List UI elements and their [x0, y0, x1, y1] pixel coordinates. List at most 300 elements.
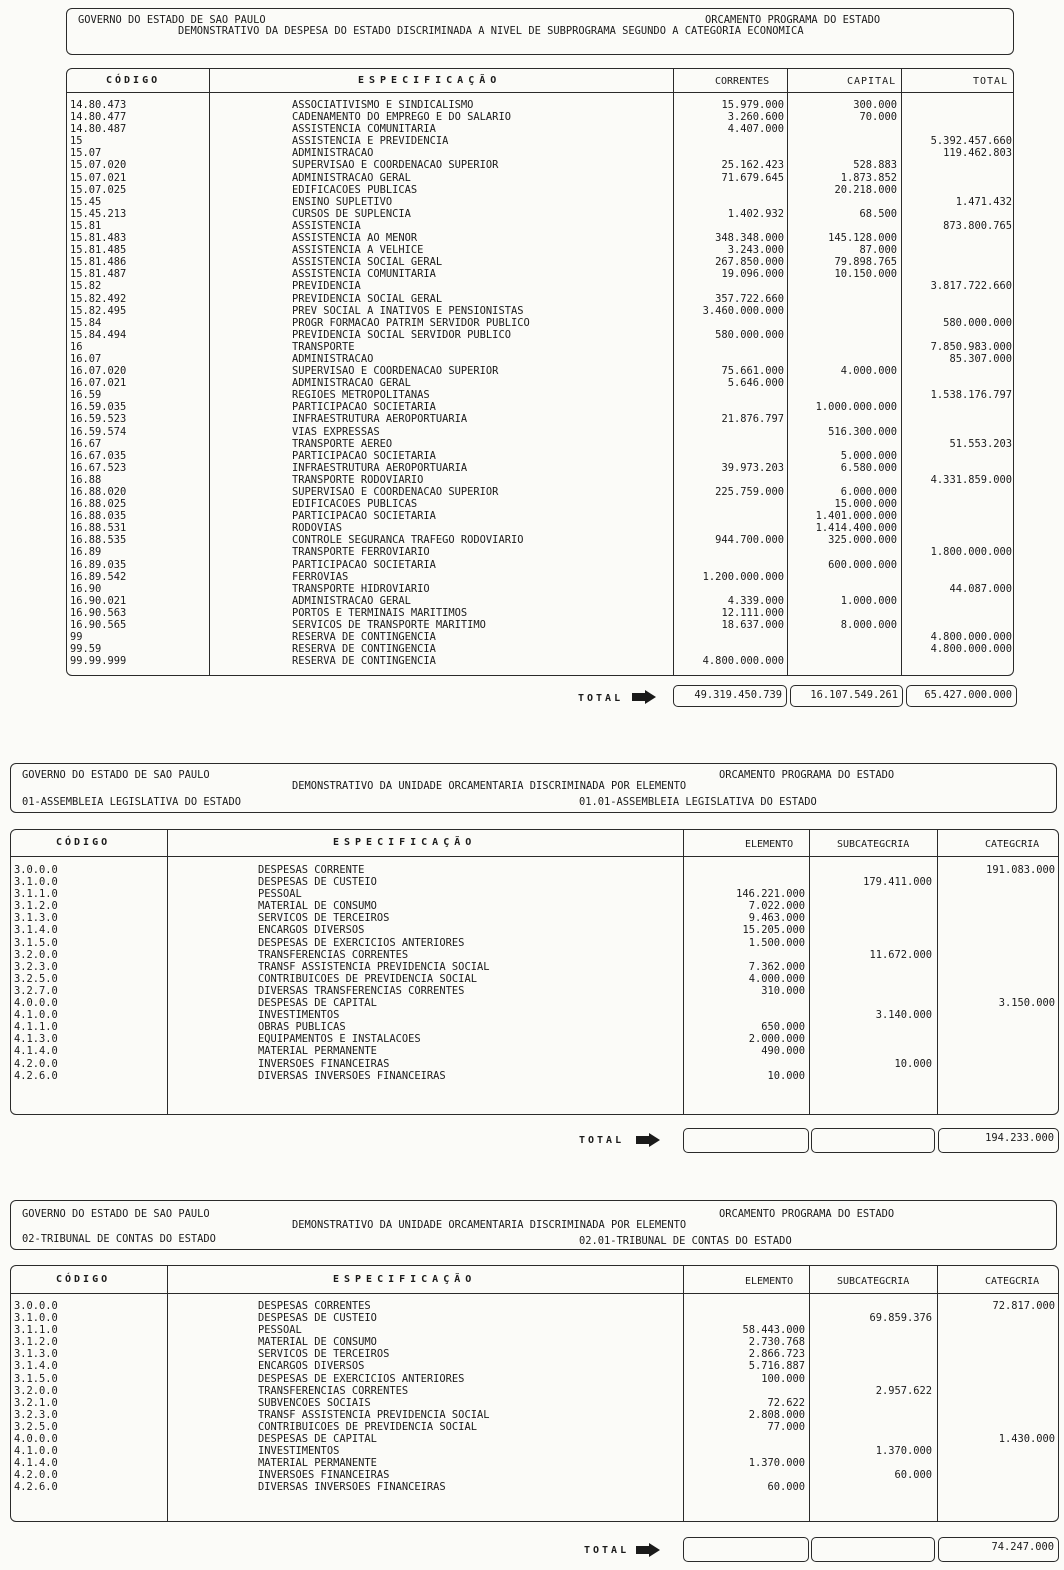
section1-total-value-row: 3.817.722.660: [930, 280, 1012, 293]
section2-elemento-value-row: [686, 997, 805, 1009]
section3-subcategoria-value-row: [812, 1348, 932, 1360]
section1-capital-value-row: [790, 220, 897, 232]
section3-subcategoria-value-row: 69.859.376: [869, 1312, 932, 1325]
section1-code-row: 14.80.473: [70, 99, 127, 111]
section1-correntes-value-row: [676, 401, 784, 413]
section1-code-row: 16.59.035: [70, 401, 127, 414]
section1-code-row: 16.88.025: [70, 498, 127, 511]
section1-capital-value-row: [790, 329, 897, 341]
section3-code-row: 3.1.0.0: [14, 1312, 58, 1325]
section1-capital-value-row: 4.000.000: [840, 365, 897, 378]
section1-capital-value-row: 600.000.000: [828, 558, 897, 571]
section1-spec-row: ASSISTENCIA: [292, 219, 361, 232]
section1-spec-row: SERVICOS DE TRANSPORTE MARITIMO: [292, 619, 486, 632]
section3-spec-row: SUBVENCOES SOCIAIS: [258, 1396, 371, 1409]
section2-categoria-value-row: 191.083.000: [986, 864, 1055, 876]
section2-elemento-value-row: 7.362.000: [748, 960, 805, 973]
section1-total-value-row: 1.538.176.797: [930, 389, 1012, 402]
section1-code-row: 16.89.035: [70, 558, 127, 571]
section2-subcategoria-values: [812, 864, 932, 1082]
section1-correntes-value-row: 18.637.000: [721, 619, 784, 632]
section2-subcategoria-value-row: [812, 912, 932, 924]
section2-elemento-value-row: [686, 1009, 805, 1021]
section2-categoria-value-row: [940, 1009, 1055, 1021]
section1-correntes-value-row: [676, 426, 784, 438]
section2-subcategoria-value-row: 10.000: [894, 1057, 932, 1070]
section1-total-value-row: [904, 208, 1012, 220]
section2-spec-row: EQUIPAMENTOS E INSTALACOES: [258, 1033, 421, 1046]
section1-spec-row: ASSISTENCIA AO MENOR: [292, 232, 418, 245]
section2-spec-row: MATERIAL DE CONSUMO: [258, 900, 377, 913]
section1-spec-row: RODOVIAS: [292, 522, 343, 535]
section1-spec-row: RESERVA DE CONTINGENCIA: [292, 631, 436, 644]
section1-capital-value-row: [790, 631, 897, 643]
section3-subcategoria-value-row: [812, 1457, 932, 1469]
section3-spec-row: TRANSFERENCIAS CORRENTES: [258, 1384, 409, 1397]
section1-correntes-value-row: 4.407.000: [727, 123, 784, 136]
section1-correntes-value-row: [676, 510, 784, 522]
section1-code-row: 15.07.025: [70, 183, 127, 196]
section3-header-left: GOVERNO DO ESTADO DE SAO PAULO: [22, 1208, 210, 1220]
section3-subcategoria-value-row: [812, 1481, 932, 1493]
section2-code-row: 3.1.5.0: [14, 936, 58, 949]
section2-spec-row: MATERIAL PERMANENTE: [258, 1045, 377, 1058]
section2-elemento-value-row: 10.000: [767, 1069, 805, 1082]
section1-spec-row: CURSOS DE SUPLENCIA: [292, 207, 411, 220]
section1-capital-value-row: 1.401.000.000: [815, 510, 897, 523]
section3-total-arrow-icon: [636, 1543, 660, 1557]
section1-capital-value-row: 1.000.000: [840, 594, 897, 607]
section3-categoria-value-row: [940, 1445, 1055, 1457]
section2-header-left: GOVERNO DO ESTADO DE SAO PAULO: [22, 769, 210, 781]
section1-correntes-value-row: 4.339.000: [727, 594, 784, 607]
section2-elemento-value-row: 15.205.000: [742, 924, 805, 937]
section1-spec-row: EDIFICACOES PUBLICAS: [292, 183, 418, 196]
section2-elemento-value-row: [686, 864, 805, 876]
section1-code-row: 16.90.563: [70, 606, 127, 619]
section2-subcategoria-value-row: 179.411.000: [863, 876, 932, 889]
section2-categoria-value-row: [940, 912, 1055, 924]
section3-subcategoria-value-row: 60.000: [894, 1469, 932, 1482]
section2-categoria-values: [940, 864, 1055, 1082]
section1-total-value-row: [904, 99, 1012, 111]
section2-elemento-value-row: 4.000.000: [748, 972, 805, 985]
section2-subcategoria-value-row: 3.140.000: [875, 1009, 932, 1022]
section3-spec-row: DESPESAS DE EXERCICIOS ANTERIORES: [258, 1372, 465, 1385]
section1-spec-row: ASSISTENCIA COMUNITARIA: [292, 123, 436, 136]
section3-elemento-value-row: 100.000: [761, 1372, 805, 1385]
section1-code-row: 99.59: [70, 643, 102, 656]
section1-capital-value-row: [790, 413, 897, 425]
section1-correntes-value-row: [676, 583, 784, 595]
section1-correntes-value-row: [676, 389, 784, 401]
section2-header-subtitle: DEMONSTRATIVO DA UNIDADE ORCAMENTARIA DISCRIMINADA POR ELEMENTO: [292, 780, 687, 792]
section3-header-subtitle: DEMONSTRATIVO DA UNIDADE ORCAMENTARIA DISCRIMINADA POR ELEMENTO: [292, 1219, 687, 1231]
section1-capital-value-row: [790, 280, 897, 292]
section1-total-value-row: 119.462.803: [943, 147, 1012, 160]
section2-specs: [258, 864, 678, 1082]
section1-code-row: 15.84.494: [70, 328, 127, 341]
section3-specs: [258, 1300, 678, 1494]
section2-categoria-value-row: [940, 1058, 1055, 1070]
section1-capital-value-row: 516.300.000: [828, 425, 897, 438]
section1-total-value-row: [904, 498, 1012, 510]
section1-code-row: 15.82.492: [70, 292, 127, 305]
section1-spec-row: ADMINISTRACAO: [292, 352, 374, 365]
section1-code-row: 15.81.486: [70, 256, 127, 269]
section1-code-row: 15.82: [70, 280, 102, 293]
section3-unit-right: 02.01-TRIBUNAL DE CONTAS DO ESTADO: [579, 1235, 792, 1247]
section1-spec-row: ADMINISTRACAO GERAL: [292, 594, 411, 607]
section1-spec-row: INFRAESTRUTURA AEROPORTUARIA: [292, 413, 468, 426]
section2-code-row: 3.1.2.0: [14, 900, 58, 913]
section2-col-subcategoria: SUBCATEGCRIA: [837, 839, 910, 850]
section1-capital-value-row: [790, 123, 897, 135]
section1-correntes-value-row: 25.162.423: [721, 159, 784, 172]
section1-capital-value-row: [790, 438, 897, 450]
section1-code-row: 16.88.535: [70, 534, 127, 547]
section2-spec-row: TRANSFERENCIAS CORRENTES: [258, 948, 409, 961]
section2-elemento-value-row: [686, 1058, 805, 1070]
section1-correntes-value-row: [676, 643, 784, 655]
section2-categoria-value-row: [940, 949, 1055, 961]
section1-codes: [70, 99, 206, 667]
section2-col-codigo: CÓDIGO: [56, 837, 111, 848]
section1-capital-value-row: 87.000: [859, 244, 897, 257]
section1-spec-row: ADMINISTRACAO: [292, 147, 374, 160]
section1-correntes-value-row: 267.850.000: [715, 256, 784, 269]
section3-col-especificacao: ESPECIFICAÇÃO: [333, 1274, 477, 1285]
section3-code-row: 4.2.6.0: [14, 1481, 58, 1494]
section3-categoria-value-row: [940, 1348, 1055, 1360]
section3-spec-row: INVESTIMENTOS: [258, 1445, 340, 1458]
section2-spec-row: ENCARGOS DIVERSOS: [258, 924, 365, 937]
section1-correntes-value-row: 357.722.660: [715, 292, 784, 305]
section1-col-total: TOTAL: [973, 76, 1009, 87]
section1-total-value-row: 5.392.457.660: [930, 135, 1012, 148]
section1-correntes-value-row: 944.700.000: [715, 534, 784, 547]
section3-elemento-value-row: [686, 1312, 805, 1324]
section1-capital-value-row: 325.000.000: [828, 534, 897, 547]
section3-elemento-value-row: 77.000: [767, 1420, 805, 1433]
section2-code-row: 3.1.3.0: [14, 912, 58, 925]
section1-spec-row: ADMINISTRACAO GERAL: [292, 377, 411, 390]
section2-categoria-value-row: [940, 1045, 1055, 1057]
section2-subcategoria-value-row: [812, 900, 932, 912]
section1-spec-row: ASSISTENCIA E PREVIDENCIA: [292, 135, 449, 148]
section1-header-right: ORCAMENTO PROGRAMA DO ESTADO: [705, 14, 881, 26]
section1-correntes-value-row: 21.876.797: [721, 413, 784, 426]
section2-subcategoria-value-row: [812, 1070, 932, 1082]
section2-spec-row: INVESTIMENTOS: [258, 1009, 340, 1022]
section1-correntes-value-row: 1.402.932: [727, 207, 784, 220]
section3-spec-row: PESSOAL: [258, 1324, 302, 1337]
section2-subcategoria-value-row: 11.672.000: [869, 948, 932, 961]
section1-spec-row: TRANSPORTE HIDROVIARIO: [292, 582, 430, 595]
section1-total-total: 65.427.000.000: [906, 685, 1017, 707]
section1-spec-row: PREVIDENCIA: [292, 280, 361, 293]
section1-code-row: 15.81.485: [70, 244, 127, 257]
section1-code-row: 14.80.477: [70, 111, 127, 124]
section1-capital-value-row: [790, 655, 897, 667]
section2-spec-row: INVERSOES FINANCEIRAS: [258, 1057, 390, 1070]
section2-categoria-value-row: 3.150.000: [998, 997, 1055, 1010]
section3-code-row: 4.2.0.0: [14, 1469, 58, 1482]
section2-elemento-value-row: 7.022.000: [748, 900, 805, 913]
section3-code-row: 3.2.1.0: [14, 1396, 58, 1409]
section2-subcategoria-value-row: [812, 1045, 932, 1057]
section1-code-row: 99.99.999: [70, 655, 127, 668]
section2-spec-row: CONTRIBUICOES DE PREVIDENCIA SOCIAL: [258, 972, 477, 985]
section2-col-especificacao: ESPECIFICAÇÃO: [333, 837, 477, 848]
section1-header-left: GOVERNO DO ESTADO DE SAO PAULO: [78, 14, 266, 26]
section1-total-value-row: [904, 595, 1012, 607]
section2-categoria-value-row: [940, 973, 1055, 985]
section1-spec-row: EDIFICACOES PUBLICAS: [292, 498, 418, 511]
section3-elemento-value-row: [686, 1469, 805, 1481]
section1-spec-row: PREV SOCIAL A INATIVOS E PENSIONISTAS: [292, 304, 524, 317]
section1-correntes-value-row: [676, 280, 784, 292]
section2-spec-row: SERVICOS DE TERCEIROS: [258, 912, 390, 925]
section1-code-row: 14.80.487: [70, 123, 127, 136]
section2-categoria-value-row: [940, 888, 1055, 900]
section1-total-value-row: [904, 232, 1012, 244]
section1-total-value-row: [904, 559, 1012, 571]
section1-correntes-value-row: [676, 559, 784, 571]
section1-total-value-row: 4.800.000.000: [930, 643, 1012, 656]
section1-capital-value-row: [790, 341, 897, 353]
section1-spec-row: SUPERVISAO E COORDENACAO SUPERIOR: [292, 365, 499, 378]
section1-total-value-row: [904, 534, 1012, 546]
section1-total-value-row: [904, 244, 1012, 256]
section2-categoria-value-row: [940, 985, 1055, 997]
section1-code-row: 16.07.020: [70, 365, 127, 378]
section3-total-elemento: [683, 1537, 809, 1562]
section3-elemento-value-row: 2.730.768: [748, 1336, 805, 1349]
section3-code-row: 4.0.0.0: [14, 1433, 58, 1446]
section1-correntes-value-row: 3.460.000.000: [702, 304, 784, 317]
section2-categoria-value-row: [940, 924, 1055, 936]
section1-col-codigo: CÓDIGO: [106, 75, 161, 86]
section1-spec-row: PREVIDENCIA SOCIAL GERAL: [292, 292, 443, 305]
section1-capital-value-row: [790, 607, 897, 619]
section3-categoria-value-row: [940, 1312, 1055, 1324]
section3-total-label: TOTAL: [584, 1545, 630, 1556]
section1-total-arrow-icon: [632, 690, 656, 704]
section3-spec-row: MATERIAL DE CONSUMO: [258, 1336, 377, 1349]
section1-spec-row: REGIOES METROPOLITANAS: [292, 389, 430, 402]
section1-code-row: 15.45.213: [70, 207, 127, 220]
section1-spec-row: RESERVA DE CONTINGENCIA: [292, 643, 436, 656]
section1-spec-row: SUPERVISAO E COORDENACAO SUPERIOR: [292, 159, 499, 172]
section3-code-row: 4.1.0.0: [14, 1445, 58, 1458]
section1-spec-row: PARTICIPACAO SOCIETARIA: [292, 558, 436, 571]
section3-elemento-value-row: 2.866.723: [748, 1348, 805, 1361]
section3-spec-row: DESPESAS DE CAPITAL: [258, 1433, 377, 1446]
section2-spec-row: PESSOAL: [258, 888, 302, 901]
section3-subcategoria-value-row: [812, 1409, 932, 1421]
section2-spec-row: DIVERSAS TRANSFERENCIAS CORRENTES: [258, 984, 465, 997]
section1-capital-values: [790, 99, 897, 667]
section3-elemento-value-row: 5.716.887: [748, 1360, 805, 1373]
section1-spec-row: FERROVIAS: [292, 570, 349, 583]
section1-correntes-values: [676, 99, 784, 667]
section1-spec-row: INFRAESTRUTURA AEROPORTUARIA: [292, 461, 468, 474]
section1-spec-row: TRANSPORTE RODOVIARIO: [292, 473, 424, 486]
section1-capital-value-row: [790, 389, 897, 401]
section1-spec-row: CADENAMENTO DO EMPREGO E DO SALARIO: [292, 111, 511, 124]
section2-unit-left: 01-ASSEMBLEIA LEGISLATIVA DO ESTADO: [22, 796, 241, 808]
section1-spec-row: PROGR FORMACAO PATRIM SERVIDOR PUBLICO: [292, 316, 530, 329]
section1-total-value-row: 1.800.000.000: [930, 546, 1012, 559]
section1-total-capital: 16.107.549.261: [790, 685, 903, 707]
section1-correntes-value-row: [676, 498, 784, 510]
section1-total-value-row: 7.850.983.000: [930, 340, 1012, 353]
section1-total-value-row: [904, 111, 1012, 123]
section1-code-row: 15.81.483: [70, 232, 127, 245]
section3-spec-row: SERVICOS DE TERCEIROS: [258, 1348, 390, 1361]
section1-capital-value-row: 20.218.000: [834, 183, 897, 196]
section3-categoria-value-row: 72.817.000: [992, 1300, 1055, 1312]
section2-elemento-values: [686, 864, 805, 1082]
section2-elemento-value-row: 490.000: [761, 1045, 805, 1058]
section1-code-row: 15.82.495: [70, 304, 127, 317]
section1-correntes-value-row: [676, 474, 784, 486]
section3-categoria-value-row: [940, 1373, 1055, 1385]
section2-total-label: TOTAL: [579, 1135, 625, 1146]
section1-code-row: 16.88.531: [70, 522, 127, 535]
section2-col-elemento: ELEMENTO: [745, 839, 794, 850]
section3-subcategoria-value-row: 1.370.000: [875, 1445, 932, 1458]
section2-subcategoria-value-row: [812, 924, 932, 936]
section3-unit-left: 02-TRIBUNAL DE CONTAS DO ESTADO: [22, 1233, 216, 1245]
section1-spec-row: ENSINO SUPLETIVO: [292, 195, 393, 208]
section1-code-row: 16.67.035: [70, 449, 127, 462]
section1-total-value-row: [904, 655, 1012, 667]
section1-total-value-row: [904, 256, 1012, 268]
section2-code-row: 4.2.0.0: [14, 1057, 58, 1070]
section2-spec-row: DESPESAS DE CUSTEIO: [258, 876, 377, 889]
section1-capital-value-row: [790, 135, 897, 147]
section2-total-arrow-icon: [636, 1133, 660, 1147]
section2-code-row: 3.1.4.0: [14, 924, 58, 937]
section1-total-value-row: [904, 365, 1012, 377]
section2-subcategoria-value-row: [812, 997, 932, 1009]
section1-col-especificacao: ESPECIFICAÇÃO: [358, 75, 502, 86]
section1-correntes-value-row: 19.096.000: [721, 268, 784, 281]
section1-code-row: 15.81: [70, 219, 102, 232]
section1-correntes-value-row: [676, 220, 784, 232]
section1-correntes-value-row: [676, 341, 784, 353]
section2-subcategoria-value-row: [812, 888, 932, 900]
section2-subcategoria-value-row: [812, 864, 932, 876]
section1-code-row: 15: [70, 135, 83, 148]
section3-elemento-value-row: [686, 1445, 805, 1457]
section1-total-value-row: 1.471.432: [955, 195, 1012, 208]
section1-total-value-row: 44.087.000: [949, 582, 1012, 595]
section1-code-row: 16.89.542: [70, 570, 127, 583]
section3-categoria-value-row: [940, 1409, 1055, 1421]
section3-col-categoria: CATEGCRIA: [985, 1276, 1040, 1287]
section3-categoria-value-row: [940, 1385, 1055, 1397]
section3-elemento-value-row: [686, 1300, 805, 1312]
section2-spec-row: OBRAS PUBLICAS: [258, 1021, 346, 1034]
section3-subcategoria-value-row: [812, 1300, 932, 1312]
section3-categoria-value-row: 1.430.000: [998, 1433, 1055, 1446]
section2-subcategoria-value-row: [812, 1021, 932, 1033]
section1-spec-row: RESERVA DE CONTINGENCIA: [292, 655, 436, 668]
section2-code-row: 3.1.1.0: [14, 888, 58, 901]
section3-elemento-value-row: 72.622: [767, 1396, 805, 1409]
section1-correntes-value-row: 3.260.600: [727, 111, 784, 124]
section3-elemento-value-row: 2.808.000: [748, 1408, 805, 1421]
section1-correntes-value-row: 1.200.000.000: [702, 570, 784, 583]
section1-code-row: 16.67: [70, 437, 102, 450]
section1-col-capital: CAPITAL: [847, 76, 897, 87]
section1-capital-value-row: 15.000.000: [834, 498, 897, 511]
section3-spec-row: ENCARGOS DIVERSOS: [258, 1360, 365, 1373]
section3-subcategoria-value-row: 2.957.622: [875, 1384, 932, 1397]
section2-categoria-value-row: [940, 900, 1055, 912]
section1-total-value-row: 580.000.000: [943, 316, 1012, 329]
section1-correntes-value-row: 348.348.000: [715, 232, 784, 245]
section3-categoria-value-row: [940, 1481, 1055, 1493]
section1-specs: [292, 99, 672, 667]
section2-code-row: 4.0.0.0: [14, 997, 58, 1010]
section3-spec-row: CONTRIBUICOES DE PREVIDENCIA SOCIAL: [258, 1420, 477, 1433]
section2-elemento-value-row: 146.221.000: [736, 888, 805, 901]
section2-categoria-value-row: [940, 876, 1055, 888]
section2-categoria-value-row: [940, 961, 1055, 973]
section2-total-categoria: 194.233.000: [938, 1128, 1059, 1153]
section2-subcategoria-value-row: [812, 937, 932, 949]
section1-total-value-row: 85.307.000: [949, 352, 1012, 365]
section1-code-row: 16.90.021: [70, 594, 127, 607]
section1-correntes-value-row: [676, 631, 784, 643]
section2-elemento-value-row: 9.463.000: [748, 912, 805, 925]
section1-total-value-row: 4.331.859.000: [930, 473, 1012, 486]
section1-capital-value-row: [790, 377, 897, 389]
section1-capital-value-row: 1.414.400.000: [815, 522, 897, 535]
section1-total-value-row: 4.800.000.000: [930, 631, 1012, 644]
section1-capital-value-row: [790, 196, 897, 208]
section1-code-row: 16.89: [70, 546, 102, 559]
section1-spec-row: CONTROLE SEGURANCA TRAFEGO RODOVIARIO: [292, 534, 524, 547]
section1-spec-row: ASSISTENCIA A VELHICE: [292, 244, 424, 257]
section1-total-value-row: [904, 401, 1012, 413]
section2-spec-row: DESPESAS DE CAPITAL: [258, 997, 377, 1010]
section1-correntes-value-row: [676, 196, 784, 208]
section1-code-row: 16.88.035: [70, 510, 127, 523]
section3-spec-row: DIVERSAS INVERSOES FINANCEIRAS: [258, 1481, 446, 1494]
section1-total-value-row: [904, 305, 1012, 317]
section1-total-value-row: [904, 293, 1012, 305]
section1-total-value-row: [904, 159, 1012, 171]
section1-capital-value-row: 528.883: [853, 159, 897, 172]
section1-capital-value-row: 1.000.000.000: [815, 401, 897, 414]
section2-categoria-value-row: [940, 1033, 1055, 1045]
section3-code-row: 3.2.3.0: [14, 1408, 58, 1421]
section1-capital-value-row: 5.000.000: [840, 449, 897, 462]
section1-capital-value-row: 6.000.000: [840, 486, 897, 498]
section1-correntes-value-row: [676, 438, 784, 450]
section1-code-row: 16.90: [70, 582, 102, 595]
section1-code-row: 16.07.021: [70, 377, 127, 390]
section2-subcategoria-value-row: [812, 973, 932, 985]
section1-correntes-value-row: 3.243.000: [727, 244, 784, 257]
section3-code-row: 4.1.4.0: [14, 1457, 58, 1470]
section1-spec-row: PREVIDENCIA SOCIAL SERVIDOR PUBLICO: [292, 328, 511, 341]
